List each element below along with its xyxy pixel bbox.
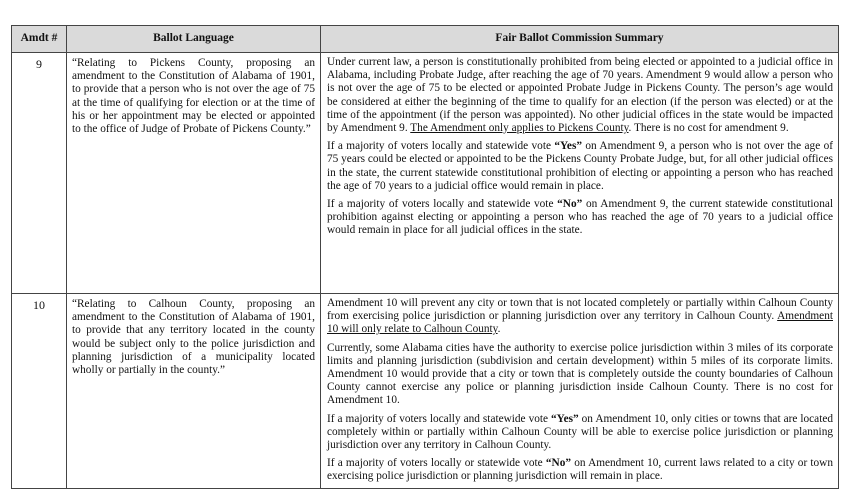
header-row <box>12 26 839 53</box>
vote-yes: “Yes” <box>554 140 582 153</box>
header-summary: Fair Ballot Commission Summary <box>321 26 839 53</box>
vote-yes: “Yes” <box>551 412 579 425</box>
header-ballot-language: Ballot Language <box>67 26 321 53</box>
underlined-note: Amendment 10 will only relate to Calhoun County <box>327 310 833 336</box>
amendments-table <box>11 25 839 489</box>
summary-paragraph: Amendment 10 will prevent any city or town that is not located completely or partially within Calhoun County from exercising police jurisdiction or planning jurisdiction over any territory in Calhoun County. Amendment 10 will only relate to Calhoun County. <box>327 297 833 336</box>
summary-paragraph: If a majority of voters locally or statewide vote “No” on Amendment 10, current laws related to a city or town exercising police jurisdiction or planning jurisdiction will remain in place. <box>327 457 833 483</box>
amendment-number: 10 <box>12 294 67 489</box>
underlined-note: The Amendment only applies to Pickens County <box>410 122 629 135</box>
summary-paragraph: If a majority of voters locally and statewide vote “Yes” on Amendment 10, only cities or towns that are located completely within or partially within Calhoun County will be able to exercise police jurisdiction or planning jurisdiction over any territory in Calhoun County. <box>327 412 833 452</box>
summary-paragraph: Currently, some Alabama cities have the authority to exercise police jurisdiction within 3 miles of its corporate limits and planning jurisdiction (subdivision and certain development) within 5 miles of its corporate limits. Amendment 10 would provide that a city or town that is completely outside the county boundaries of Calhoun County cannot exercise any police or planning jurisdiction inside Calhoun County. There is no cost for Amendment 10. <box>327 341 833 407</box>
ballot-language: “Relating to Calhoun County, proposing an amendment to the Constitution of Alabama of 1901, to provide that any territory located in the county would be subject only to the police jurisdiction and planning jurisdiction of a municipality located wholly or partially in the county.” <box>67 294 321 489</box>
vote-no: “No” <box>557 198 583 211</box>
amendment-number: 9 <box>12 53 67 294</box>
summary-paragraph: If a majority of voters locally and statewide vote “No” on Amendment 9, the current statewide constitutional prohibition against electing or appointing a person who has reached the age of 70 years to a judicial office would remain in place for all judicial offices in the state. <box>327 198 833 237</box>
summary-cell <box>321 53 839 294</box>
header-amdt: Amdt # <box>12 26 67 53</box>
summary-paragraph: If a majority of voters locally and statewide vote “Yes” on Amendment 9, a person who is not over the age of 75 years could be elected or appointed to be the Pickens County Probate Judge, but, for all other judicial offices in the state, the current statewide constitutional prohibition of electing or appointing a person who has reached the age of 70 years to a judicial office would remain in place. <box>327 140 833 192</box>
ballot-language: “Relating to Pickens County, proposing an amendment to the Constitution of Alabama of 1901, to provide that a person who is not over the age of 75 at the time of qualifying for election or at the time of his or her appointment may be elected or appointed to the office of Judge of Probate of Pickens County.” <box>67 53 321 294</box>
table-row <box>12 53 839 294</box>
table-row <box>12 294 839 489</box>
vote-no: “No” <box>545 457 571 470</box>
summary-paragraph: Under current law, a person is constitutionally prohibited from being elected or appointed to a judicial office in Alabama, including Probate Judge, after reaching the age of 70 years. Amendment 9 would allow a person who is not over the age of 75 to be elected or appointed Probate Judge in Pickens County. The person’s age would be considered at either the beginning of the time to qualify for an election (if the person was elected) or at the time of the appointment (if the person was appointed). No other judicial offices in the state would be impacted by Amendment 9. The Amendment only applies to Pickens County. There is no cost for amendment 9. <box>327 56 833 135</box>
summary-cell <box>321 294 839 489</box>
